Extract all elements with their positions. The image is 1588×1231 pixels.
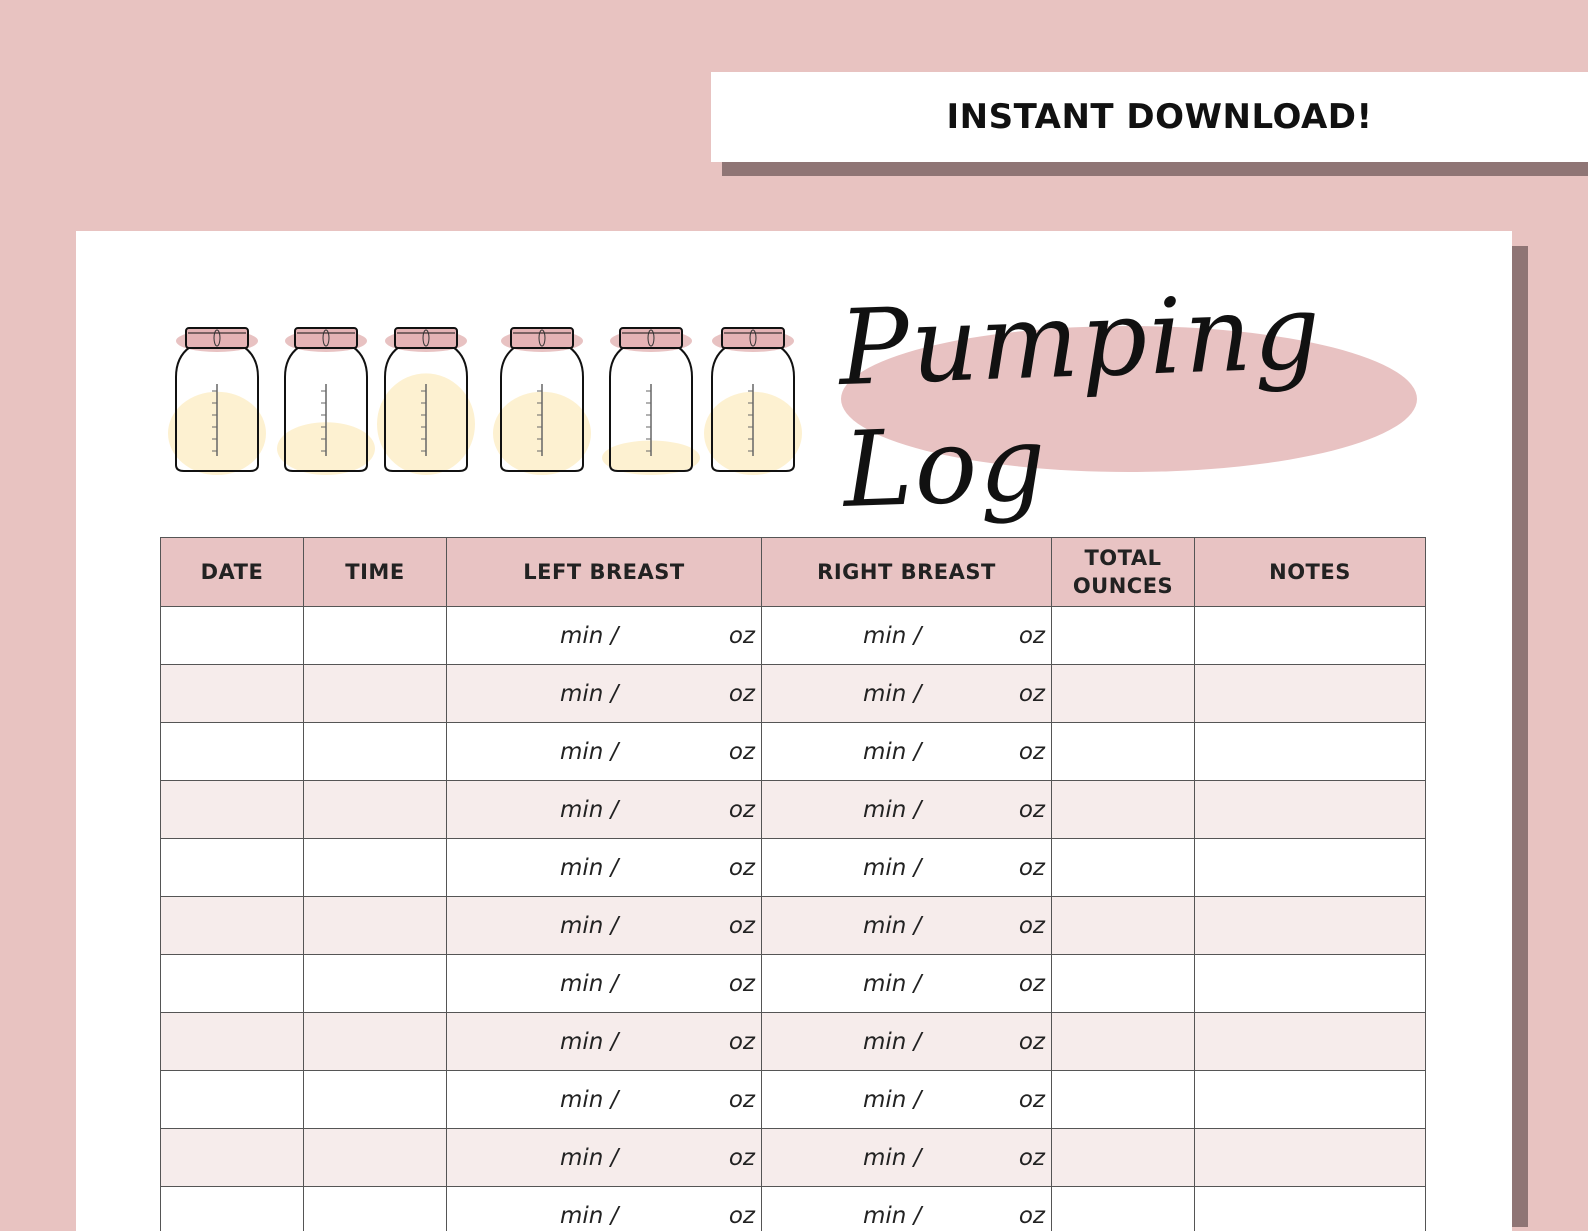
pumping-log-table xyxy=(160,537,1426,1231)
milk-jar-icon xyxy=(168,328,266,475)
table-body xyxy=(161,607,1426,1231)
time-cell[interactable] xyxy=(304,607,447,665)
minutes-label: min / xyxy=(863,739,921,765)
table-row xyxy=(161,665,1426,723)
page-title: Pumping Log xyxy=(839,316,1420,482)
left-breast-cell[interactable] xyxy=(447,897,762,955)
ounces-label: oz xyxy=(729,1203,755,1229)
table-row xyxy=(161,723,1426,781)
header-total-ounces-label: TOTAL OUNCES xyxy=(1073,546,1173,598)
minutes-label: min / xyxy=(863,1145,921,1171)
right-breast-cell[interactable] xyxy=(762,665,1052,723)
total-ounces-cell[interactable] xyxy=(1052,1013,1195,1071)
total-ounces-cell[interactable] xyxy=(1052,781,1195,839)
left-breast-cell[interactable] xyxy=(447,607,762,665)
time-cell[interactable] xyxy=(304,1129,447,1187)
ounces-label: oz xyxy=(729,739,755,765)
minutes-label: min / xyxy=(863,913,921,939)
minutes-label: min / xyxy=(560,1145,618,1171)
ounces-label: oz xyxy=(729,1145,755,1171)
jar-lid xyxy=(395,328,457,348)
ounces-label: oz xyxy=(729,855,755,881)
ounces-label: oz xyxy=(1019,739,1045,765)
time-cell[interactable] xyxy=(304,839,447,897)
table-row xyxy=(161,1187,1426,1231)
table-row xyxy=(161,1071,1426,1129)
time-cell[interactable] xyxy=(304,1071,447,1129)
notes-cell[interactable] xyxy=(1195,723,1426,781)
time-cell[interactable] xyxy=(304,955,447,1013)
header-total-ounces xyxy=(1052,538,1195,607)
time-cell[interactable] xyxy=(304,665,447,723)
banner-text: INSTANT DOWNLOAD! xyxy=(946,97,1372,137)
time-cell[interactable] xyxy=(304,897,447,955)
instant-download-banner xyxy=(711,72,1588,162)
time-cell[interactable] xyxy=(304,723,447,781)
ounces-label: oz xyxy=(729,913,755,939)
minutes-label: min / xyxy=(560,797,618,823)
milk-jars-illustration xyxy=(76,231,836,491)
table-row xyxy=(161,839,1426,897)
ounces-label: oz xyxy=(1019,1029,1045,1055)
left-breast-cell[interactable] xyxy=(447,955,762,1013)
notes-cell[interactable] xyxy=(1195,607,1426,665)
total-ounces-cell[interactable] xyxy=(1052,607,1195,665)
date-cell[interactable] xyxy=(161,1187,304,1231)
total-ounces-cell[interactable] xyxy=(1052,723,1195,781)
date-cell[interactable] xyxy=(161,955,304,1013)
milk-jar-icon xyxy=(277,328,375,475)
pumping-log-sheet xyxy=(76,231,1512,1231)
ounces-label: oz xyxy=(1019,855,1045,881)
header-date: DATE xyxy=(161,538,304,607)
left-breast-cell[interactable] xyxy=(447,1013,762,1071)
table-row xyxy=(161,781,1426,839)
notes-cell[interactable] xyxy=(1195,1013,1426,1071)
total-ounces-cell[interactable] xyxy=(1052,897,1195,955)
ounces-label: oz xyxy=(729,971,755,997)
date-cell[interactable] xyxy=(161,781,304,839)
total-ounces-cell[interactable] xyxy=(1052,955,1195,1013)
left-breast-cell[interactable] xyxy=(447,665,762,723)
total-ounces-cell[interactable] xyxy=(1052,1129,1195,1187)
date-cell[interactable] xyxy=(161,1013,304,1071)
minutes-label: min / xyxy=(863,971,921,997)
total-ounces-cell[interactable] xyxy=(1052,1187,1195,1231)
date-cell[interactable] xyxy=(161,1071,304,1129)
date-cell[interactable] xyxy=(161,665,304,723)
jar-lid xyxy=(186,328,248,348)
milk-jar-icon xyxy=(602,328,700,475)
jar-lid xyxy=(295,328,357,348)
minutes-label: min / xyxy=(863,797,921,823)
table-row xyxy=(161,897,1426,955)
header-time: TIME xyxy=(304,538,447,607)
milk-jar-icon xyxy=(493,328,591,475)
date-cell[interactable] xyxy=(161,723,304,781)
minutes-label: min / xyxy=(560,1203,618,1229)
right-breast-cell[interactable] xyxy=(762,897,1052,955)
table-row xyxy=(161,1013,1426,1071)
left-breast-cell[interactable] xyxy=(447,839,762,897)
ounces-label: oz xyxy=(1019,1203,1045,1229)
jar-lid xyxy=(620,328,682,348)
table-header-row xyxy=(161,538,1426,607)
total-ounces-cell[interactable] xyxy=(1052,1071,1195,1129)
left-breast-cell[interactable] xyxy=(447,723,762,781)
jar-lid xyxy=(511,328,573,348)
date-cell[interactable] xyxy=(161,897,304,955)
ounces-label: oz xyxy=(1019,681,1045,707)
ounces-label: oz xyxy=(729,681,755,707)
time-cell[interactable] xyxy=(304,1187,447,1231)
notes-cell[interactable] xyxy=(1195,955,1426,1013)
ounces-label: oz xyxy=(1019,1145,1045,1171)
ounces-label: oz xyxy=(1019,1087,1045,1113)
minutes-label: min / xyxy=(560,623,618,649)
right-breast-cell[interactable] xyxy=(762,723,1052,781)
total-ounces-cell[interactable] xyxy=(1052,839,1195,897)
header-left-breast: LEFT BREAST xyxy=(447,538,762,607)
total-ounces-cell[interactable] xyxy=(1052,665,1195,723)
date-cell[interactable] xyxy=(161,839,304,897)
ounces-label: oz xyxy=(1019,797,1045,823)
right-breast-cell[interactable] xyxy=(762,1129,1052,1187)
left-breast-cell[interactable] xyxy=(447,781,762,839)
notes-cell[interactable] xyxy=(1195,839,1426,897)
ounces-label: oz xyxy=(729,1087,755,1113)
notes-cell[interactable] xyxy=(1195,1129,1426,1187)
minutes-label: min / xyxy=(560,1029,618,1055)
minutes-label: min / xyxy=(863,1029,921,1055)
notes-cell[interactable] xyxy=(1195,897,1426,955)
milk-jar-icon xyxy=(377,328,475,475)
right-breast-cell[interactable] xyxy=(762,1013,1052,1071)
ounces-label: oz xyxy=(1019,913,1045,939)
time-cell[interactable] xyxy=(304,1013,447,1071)
minutes-label: min / xyxy=(863,855,921,881)
left-breast-cell[interactable] xyxy=(447,1129,762,1187)
notes-cell[interactable] xyxy=(1195,665,1426,723)
minutes-label: min / xyxy=(560,855,618,881)
minutes-label: min / xyxy=(560,739,618,765)
ounces-label: oz xyxy=(1019,971,1045,997)
notes-cell[interactable] xyxy=(1195,1187,1426,1231)
ounces-label: oz xyxy=(1019,623,1045,649)
minutes-label: min / xyxy=(863,1203,921,1229)
table-row xyxy=(161,1129,1426,1187)
minutes-label: min / xyxy=(863,681,921,707)
header-notes: NOTES xyxy=(1195,538,1426,607)
right-breast-cell[interactable] xyxy=(762,1071,1052,1129)
right-breast-cell[interactable] xyxy=(762,1187,1052,1231)
minutes-label: min / xyxy=(560,681,618,707)
notes-cell[interactable] xyxy=(1195,1071,1426,1129)
table-row xyxy=(161,955,1426,1013)
ounces-label: oz xyxy=(729,797,755,823)
minutes-label: min / xyxy=(560,913,618,939)
minutes-label: min / xyxy=(560,971,618,997)
date-cell[interactable] xyxy=(161,1129,304,1187)
date-cell[interactable] xyxy=(161,607,304,665)
jar-lid xyxy=(722,328,784,348)
time-cell[interactable] xyxy=(304,781,447,839)
left-breast-cell[interactable] xyxy=(447,1187,762,1231)
ounces-label: oz xyxy=(729,623,755,649)
title-area xyxy=(841,326,1421,476)
table-row xyxy=(161,607,1426,665)
milk-jar-icon xyxy=(704,328,802,475)
minutes-label: min / xyxy=(863,623,921,649)
right-breast-cell[interactable] xyxy=(762,781,1052,839)
ounces-label: oz xyxy=(729,1029,755,1055)
left-breast-cell[interactable] xyxy=(447,1071,762,1129)
notes-cell[interactable] xyxy=(1195,781,1426,839)
header-right-breast: RIGHT BREAST xyxy=(762,538,1052,607)
right-breast-cell[interactable] xyxy=(762,955,1052,1013)
right-breast-cell[interactable] xyxy=(762,839,1052,897)
minutes-label: min / xyxy=(560,1087,618,1113)
minutes-label: min / xyxy=(863,1087,921,1113)
right-breast-cell[interactable] xyxy=(762,607,1052,665)
sheet-shadow xyxy=(1512,246,1528,1227)
